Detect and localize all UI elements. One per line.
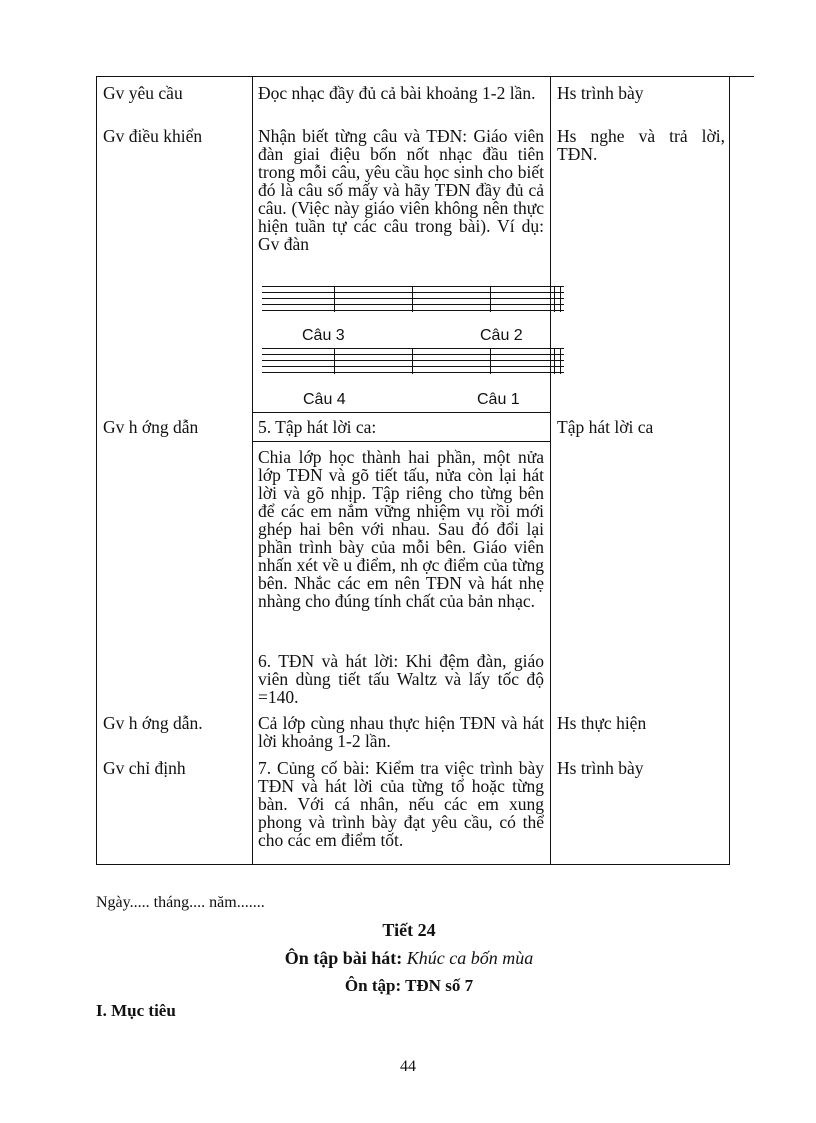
review-song-label: Ôn tập bài hát: xyxy=(284,948,403,968)
teacher-cell-2: Gv điều khiển xyxy=(103,126,203,146)
student-cell-4: Hs thực hiện xyxy=(557,713,647,733)
content-cell-4: Cả lớp cùng nhau thực hiện TĐN và hát lời khoảng 1-2 lần. xyxy=(258,713,544,751)
staff-label-cau-2: Câu 2 xyxy=(480,327,523,344)
table-bottom-border xyxy=(96,864,730,865)
teacher-cell-3: Gv h ớng dẫn xyxy=(103,417,199,437)
table-right-border xyxy=(729,76,730,865)
content-cell-3-body: Chia lớp học thành hai phần, một nửa lớp TĐN và gõ tiết tấu, nửa còn lại hát lời và gõ nhịp. Tập riêng cho từng bên để các em nắm vững nhiệm vụ rồi mới ghép hai bên với nhau. Sau đó đổi lại phần trình bày của mỗi bên. Giáo viên nhấn xét về u điểm, nh ợc điểm của từng bên. Nhắc các em nên TĐN và hát nhẹ nhàng cho đúng tính chất của bản nhạc. xyxy=(258,447,544,611)
table-left-border xyxy=(96,76,97,865)
content-cell-5: 7. Củng cố bài: Kiểm tra việc trình bày TĐN và hát lời của từng tổ hoặc từng bàn. Với cá nhân, nếu các em xung phong và trình bày đạt yêu cầu, có thể cho các em điểm tốt. xyxy=(258,758,544,850)
teacher-cell-5: Gv chỉ định xyxy=(103,758,186,778)
review-song-line xyxy=(96,948,722,969)
table-top-border xyxy=(96,76,754,77)
student-cell-2: Hs nghe và trả lời, TĐN. xyxy=(557,126,725,164)
staff-label-cau-1: Câu 1 xyxy=(477,391,520,408)
teacher-cell-4: Gv h ớng dẫn. xyxy=(103,713,203,733)
staff-label-cau-4: Câu 4 xyxy=(303,391,346,408)
content-cell-2: Nhận biết từng câu và TĐN: Giáo viên đàn giai điệu bốn nốt nhạc đầu tiên trong mỗi câu, yêu cầu học sinh cho biết đó là câu số mấy và hãy TĐN đầy đủ cả câu. (Việc này giáo viên không nên thực hiện tuần tự các câu trong bài). Ví dụ: Gv đàn xyxy=(258,126,544,254)
review-song-name: Khúc ca bốn mùa xyxy=(406,948,534,968)
content-rule-2 xyxy=(252,441,550,442)
content-cell-3-tdn: 6. TĐN và hát lời: Khi đệm đàn, giáo viên dùng tiết tấu Waltz và lấy tốc độ =140. xyxy=(258,651,544,707)
table-col1-divider xyxy=(252,76,253,865)
music-staff-top xyxy=(262,286,564,312)
music-staff-bottom xyxy=(262,348,564,374)
content-rule-1 xyxy=(252,412,550,413)
page-number: 44 xyxy=(400,1058,416,1075)
content-cell-1: Đọc nhạc đầy đủ cả bài khoảng 1-2 lần. xyxy=(258,83,536,103)
student-cell-3: Tập hát lời ca xyxy=(557,417,654,437)
content-cell-3-heading: 5. Tập hát lời ca: xyxy=(258,417,377,437)
student-cell-5: Hs trình bày xyxy=(557,758,644,778)
lesson-title: Tiết 24 xyxy=(382,920,436,940)
section-heading: I. Mục tiêu xyxy=(96,1001,176,1020)
table-col2-divider xyxy=(550,76,551,865)
student-cell-1: Hs trình bày xyxy=(557,83,644,103)
review-tdn: Ôn tập: TĐN số 7 xyxy=(344,976,474,995)
teacher-cell-1: Gv yêu cầu xyxy=(103,83,183,103)
staff-label-cau-3: Câu 3 xyxy=(302,327,345,344)
date-line: Ngày..... tháng.... năm....... xyxy=(96,894,265,911)
